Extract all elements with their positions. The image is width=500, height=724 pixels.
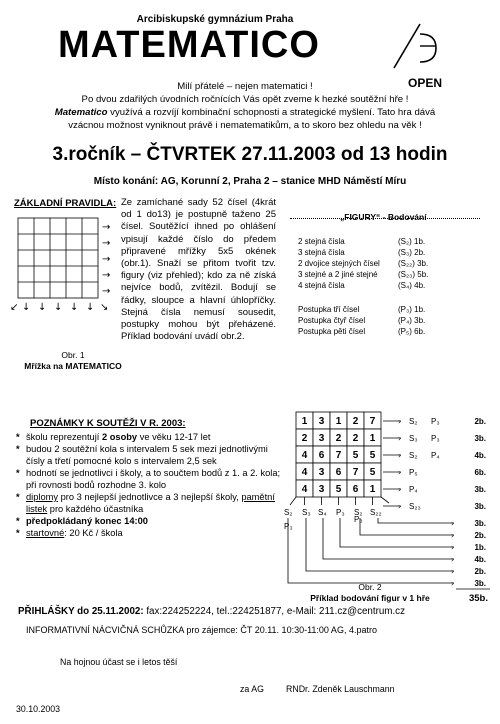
svg-text:↓: ↓ [70, 302, 79, 313]
figury-points: (P₄) 3b. [398, 316, 426, 325]
connector-line [378, 518, 454, 523]
registration-info [18, 606, 405, 617]
grid-value: 4 [301, 484, 308, 495]
row-figure: S₃ [409, 434, 418, 443]
figury-label: Postupka čtyř čísel [298, 316, 366, 325]
figury-label: 2 dvojice stejných čísel [298, 259, 380, 268]
note-text: hodnotí se jednotlivci i školy, a to součtem bodů z 1. a 2. kola; při rovnosti bodů rozhodne 3. kolo [26, 468, 281, 490]
row-figure: P₄ [431, 451, 440, 460]
note-underlined: diplomy [26, 492, 59, 502]
open-label: OPEN [408, 76, 443, 90]
grid-value: 5 [369, 467, 376, 478]
figury-row [298, 280, 473, 291]
empty-grid-figure [10, 214, 122, 334]
grid-value: 2 [335, 433, 342, 444]
figury-points: (S₂₂) 3b. [398, 259, 429, 268]
intro-line: vzácnou možnost vyniknout právě i nematematikům, a to skoro bez ohledu na věk ! [68, 120, 422, 131]
intro-emphasis: Matematico [54, 107, 108, 118]
column-figure: S₂ [284, 508, 293, 517]
list-item: * budou 2 soutěžní kola s intervalem 5 sek mezi jednotlivými čísly a třetí pomocné kolo s intervalem 2,5 sek [16, 444, 268, 466]
arrow-head-icon: › [398, 434, 402, 443]
registration-label: PŘIHLÁŠKY do 25.11.2002: [18, 606, 144, 617]
figury-group2 [298, 304, 473, 337]
svg-text:→: → [102, 222, 111, 233]
grid-value: 3 [318, 467, 325, 478]
figury-title: „FIGURY“ - Bodování [340, 212, 427, 222]
note-bold: předpokládaný konec 14:00 [26, 516, 148, 526]
figury-row [298, 315, 473, 326]
grid-value: 7 [335, 450, 342, 461]
note-underlined: pamětní listek [26, 492, 275, 514]
figury-label: 2 stejná čísla [298, 237, 345, 246]
svg-text:↘: ↘ [100, 302, 109, 313]
figury-label: 4 stejná čísla [298, 281, 345, 290]
column-points: 3b. [474, 519, 486, 528]
row-points: 2b. [474, 417, 486, 426]
svg-text:→: → [102, 270, 111, 281]
grid-value: 5 [369, 450, 376, 461]
figure2-caption-number: Obr. 2 [358, 582, 382, 592]
list-item: * diplomy pro 3 nejlepší jednotlivce a 3 nejlepší školy, pamětní listek pro každého účastníka [16, 492, 275, 514]
grid-value: 2 [352, 416, 359, 427]
matematico-logo-icon [390, 20, 442, 72]
figury-label: 3 stejné a 2 jiné stejné [298, 270, 378, 279]
document-date: 30.10.2003 [16, 704, 61, 714]
figure2-caption [300, 582, 440, 604]
svg-text:→: → [102, 238, 111, 249]
page-title: MATEMATICO [58, 24, 320, 66]
column-figure: P₃ [354, 515, 363, 524]
svg-text:↓: ↓ [86, 302, 95, 313]
info-meeting: INFORMATIVNÍ NÁCVIČNÁ SCHŮZKA pro zájemce: ČT 20.11. 10:30-11:00 AG, 4.patro [26, 625, 377, 635]
figury-points: (S₃) 2b. [398, 248, 426, 257]
arrow-head-icon: › [451, 579, 455, 588]
figury-points: (P₅) 6b. [398, 327, 426, 336]
figury-row [298, 247, 473, 258]
figure1-caption [18, 350, 128, 372]
grid-value: 2 [352, 433, 359, 444]
rules-title: ZÁKLADNÍ PRAVIDLA: [14, 198, 117, 209]
list-item: * startovné: 20 Kč / škola [16, 528, 123, 538]
svg-text:→: → [102, 286, 111, 297]
grid-value: 4 [301, 450, 308, 461]
figury-points: (S₄) 4b. [398, 281, 426, 290]
event-headline: 3.ročník – ČTVRTEK 27.11.2003 od 13 hodin [52, 144, 448, 165]
school-name: Arcibiskupské gymnázium Praha [136, 14, 294, 25]
grid-value: 3 [318, 433, 325, 444]
signature-author: RNDr. Zdeněk Lauschmann [286, 684, 395, 694]
grid-value: 3 [318, 484, 325, 495]
grid-value: 4 [301, 467, 308, 478]
note-text: : 20 Kč / škola [64, 528, 123, 538]
grid-value: 2 [301, 433, 308, 444]
diagonal-arrow [381, 497, 389, 503]
rules-text: Ze zamíchané sady 52 čísel (4krát od 1 do13) je postupně taženo 25 čísel. Soutěžící ihned po ohlášení vpisují každé číslo do předem připravené mřížky 5x5 okének (obr.1). Snaží se přitom tvořit tzv. figury (viz přehled); kdo za ně získá nejvíce bodů, zvítězil. Bodují se řádky, sloupce a hlavní úhlopříčky. Stejná čísla nemusí sousedit, postupky mohou být přeházené. Příklad bodování uvádí obr.2. [121, 197, 276, 343]
row-points: 6b. [474, 468, 486, 477]
column-figure: S₄ [318, 508, 327, 517]
row-figure: P₄ [409, 485, 418, 494]
registration-contact: fax:224252224, tel.:224251877, e-Mail: 211.cz@centrum.cz [143, 606, 405, 617]
intro-text [10, 80, 480, 132]
grid-value: 7 [352, 467, 359, 478]
figury-points: (P₃) 1b. [398, 305, 426, 314]
column-figure: P₃ [336, 508, 345, 517]
column-figure: P₃ [284, 522, 293, 531]
figury-group1 [298, 236, 473, 291]
note-text: pro 3 nejlepší jednotlivce a 3 nejlepší školy, [58, 492, 242, 502]
note-underlined: startovné [26, 528, 65, 538]
row-figure: P₃ [431, 434, 440, 443]
column-points: 2b. [474, 531, 486, 540]
figure1-caption-number: Obr. 1 [61, 350, 85, 360]
list-item: * školu reprezentují 2 osoby ve věku 12-17 let [16, 432, 211, 442]
grid-value: 1 [335, 416, 342, 427]
list-item: * hodnotí se jednotlivci i školy, a to součtem bodů z 1. a 2. kola; při rovnosti bodů rozhodne 3. kolo [16, 468, 281, 490]
note-text: ve věku 12-17 let [137, 432, 211, 442]
svg-text:↓: ↓ [22, 302, 31, 313]
figure1-caption-text: Mřížka na MATEMATICO [24, 361, 122, 371]
arrow-head-icon: › [398, 451, 402, 460]
grid-value: 6 [335, 467, 342, 478]
figury-label: 3 stejná čísla [298, 248, 345, 257]
column-points: 1b. [474, 543, 486, 552]
connector-line [306, 518, 454, 571]
note-bold: 2 osoby [101, 432, 138, 442]
row-points: 3b. [474, 485, 486, 494]
notes-title: POZNÁMKY K SOUTĚŽI V R. 2003: [30, 418, 186, 429]
intro-line [10, 106, 480, 119]
column-points: 4b. [474, 555, 486, 564]
row-figure: P₅ [409, 468, 418, 477]
figury-points: (S₂) 1b. [398, 237, 426, 246]
row-figure: S₂ [409, 451, 418, 460]
grid-value: 7 [369, 416, 376, 427]
greeting: Na hojnou účast se i letos těší [60, 657, 178, 667]
figury-points: (S₂₃) 5b. [398, 270, 429, 279]
arrow-head-icon: › [451, 519, 455, 528]
arrow-head-icon: › [451, 531, 455, 540]
row-figure: S₂₃ [409, 502, 421, 511]
row-figure: P₃ [431, 417, 440, 426]
figury-row [298, 269, 473, 280]
list-item: * předpokládaný konec 14:00 [16, 516, 148, 526]
arrow-head-icon: › [451, 555, 455, 564]
column-points: 3b. [474, 579, 486, 588]
grid-value: 1 [369, 433, 376, 444]
row-figure: S₂ [409, 417, 418, 426]
signature-org: za AG [240, 684, 264, 694]
connector-line [288, 518, 454, 583]
arrow-head-icon: › [398, 485, 402, 494]
event-venue: Místo konání: AG, Korunní 2, Praha 2 – stanice MHD Náměstí Míru [93, 176, 407, 187]
grid-value: 6 [352, 484, 359, 495]
intro-line: Po dvou zdařilých úvodních ročnících Vás opět zveme k hezké soutěžní hře ! [81, 94, 409, 105]
figury-label: Postupka pěti čísel [298, 327, 366, 336]
notes-list [16, 431, 286, 539]
grid-value: 1 [301, 416, 308, 427]
arrow-head-icon: › [398, 502, 402, 511]
row-points: 3b. [474, 502, 486, 511]
note-text: budou 2 soutěžní kola s intervalem 5 sek mezi jednotlivými čísly a třetí pomocné kolo s intervalem 2,5 sek [26, 444, 268, 466]
grid-value: 1 [369, 484, 376, 495]
figury-row [298, 258, 473, 269]
intro-line-rest: využívá a rozvíjí kombinační schopnosti a strategické myšlení. Tato hra dává [107, 107, 436, 118]
column-points: 2b. [474, 567, 486, 576]
intro-line: Milí přátelé – nejen matematici ! [177, 81, 313, 92]
arrow-head-icon: › [398, 417, 402, 426]
grid-value: 5 [335, 484, 342, 495]
grid-value: 5 [352, 450, 359, 461]
column-figure: S₂ [354, 508, 363, 517]
figury-row [298, 236, 473, 247]
figury-label: Postupka tří čísel [298, 305, 360, 314]
grid-value: 3 [318, 416, 325, 427]
svg-text:↓: ↓ [38, 302, 47, 313]
note-text: pro každého účastníka [47, 504, 144, 514]
diagonal-arrow [290, 497, 296, 505]
svg-text:↓: ↓ [54, 302, 63, 313]
column-figure: S₃ [302, 508, 311, 517]
figury-divider [290, 218, 480, 221]
arrow-head-icon: › [398, 468, 402, 477]
grid-value: 6 [318, 450, 325, 461]
row-points: 4b. [474, 451, 486, 460]
arrow-head-icon: › [451, 543, 455, 552]
connector-line [360, 518, 454, 535]
row-points: 3b. [474, 434, 486, 443]
column-figure: S₂₂ [370, 508, 382, 517]
note-text: školu reprezentují [26, 432, 102, 442]
figury-row [298, 326, 473, 337]
figury-row [298, 304, 473, 315]
connector-line [323, 518, 454, 559]
arrow-head-icon: › [451, 567, 455, 576]
svg-text:↙: ↙ [10, 302, 19, 313]
total-points: 35b. [468, 593, 488, 604]
svg-text:→: → [102, 254, 111, 265]
figure2-caption-text: Příklad bodování figur v 1 hře [310, 593, 430, 603]
